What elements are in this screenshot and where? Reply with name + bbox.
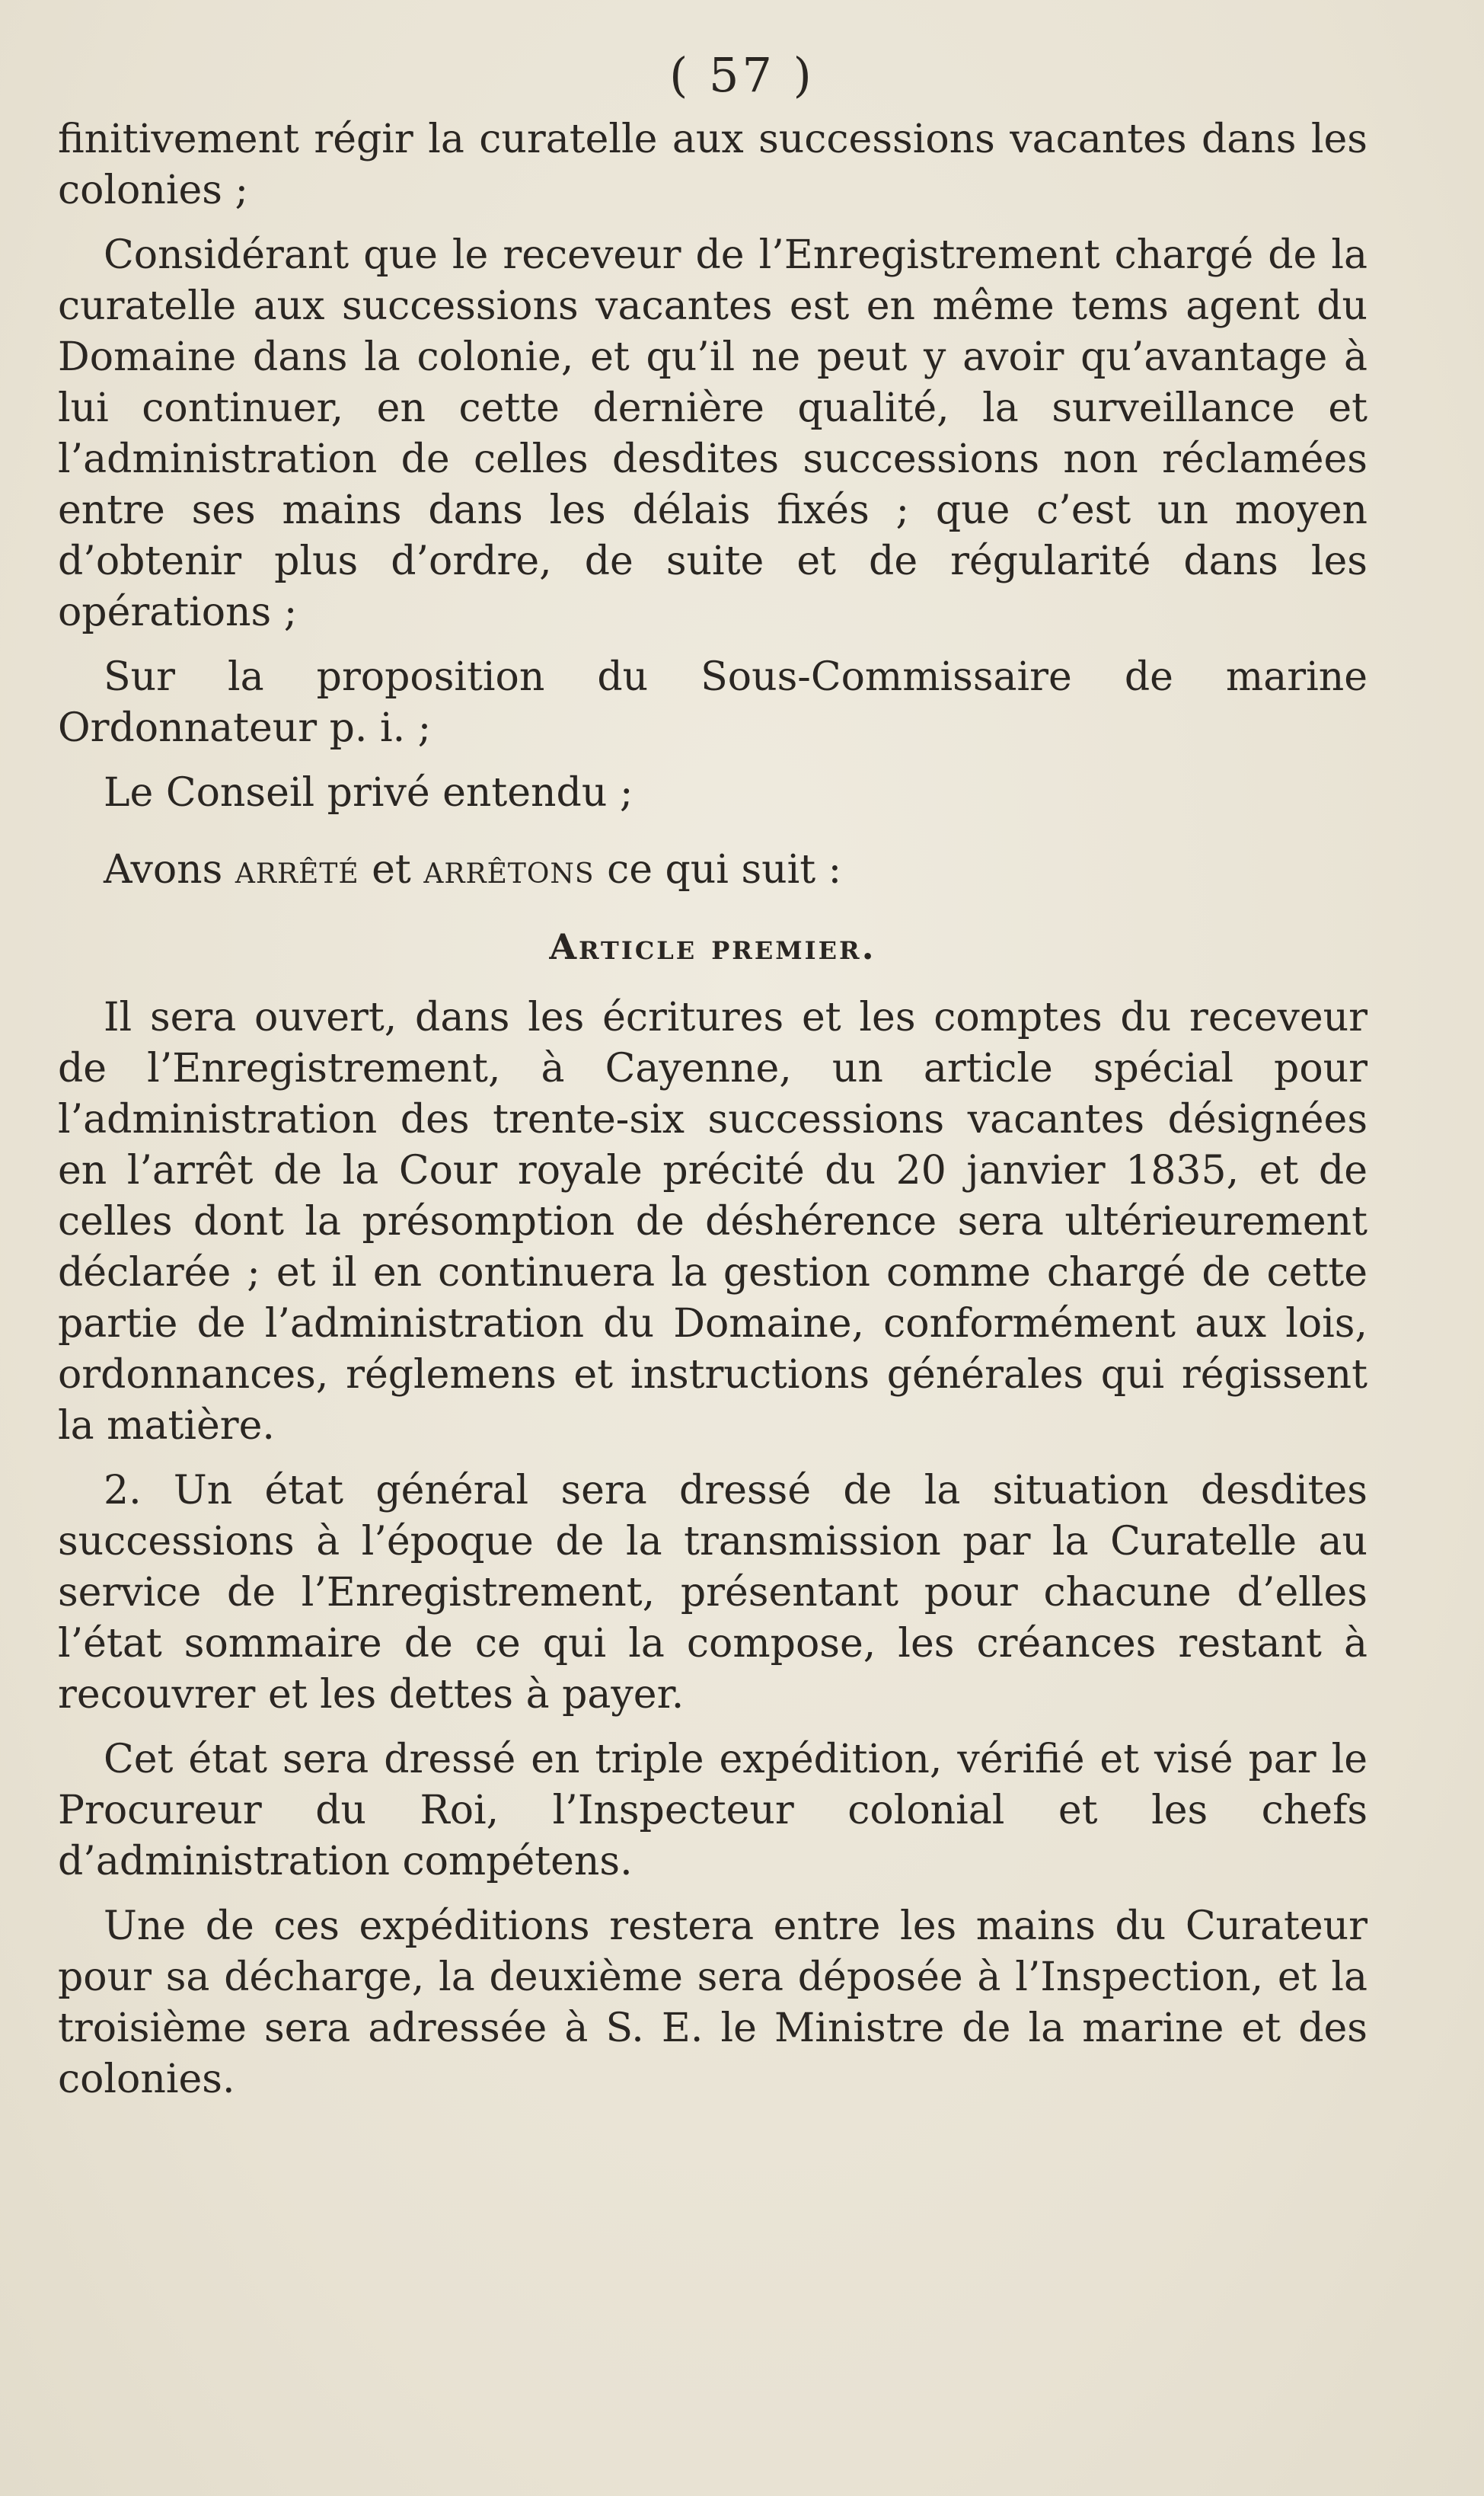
paragraph-triple-expedition: Cet état sera dressé en triple expédition, vérifié et visé par le Procureur du Roi, l’Inspecteur colonial et les chefs d’administration compétens. — [58, 1737, 1368, 1884]
arrete-word: arrêté — [235, 847, 359, 893]
ce-qui-suit-text: ce qui suit : — [594, 847, 842, 893]
page-number: ( 57 ) — [669, 47, 815, 103]
et-text: et — [359, 847, 424, 893]
paragraph-considerant: Considérant que le receveur de l’Enregistrement chargé de la curatelle aux successions vacantes est en même tems agent du Domaine dans la colonie, et qu’il ne peut y avoir qu’avantage à lui continuer, en cette dernière qualité, la surveillance et l’administration de celles desdites successions non réclamées entre ses mains dans les délais fixés ; que c’est un moyen d’obtenir plus d’ordre, de suite et de régularité dans les opérations ; — [58, 232, 1368, 635]
article-heading: Article premier. — [549, 926, 876, 967]
paragraph-expeditions: Une de ces expéditions restera entre les mains du Curateur pour sa décharge, la deuxième sera déposée à l’Inspection, et la troisième sera adressée à S. E. le Ministre de la marine et des colonies. — [58, 1903, 1368, 2102]
paragraph-avons-arrete — [58, 845, 1368, 896]
paragraph-proposition: Sur la proposition du Sous-Commissaire de marine Ordonnateur p. i. ; — [58, 654, 1368, 751]
paragraph-article-1: Il sera ouvert, dans les écritures et les comptes du receveur de l’Enregistrement, à Cayenne, un article spécial pour l’administration des trente-six successions vacantes désignées en l’arrêt de la Cour royale précité du 20 janvier 1835, et de celles dont la présomption de déshérence sera ultérieurement déclarée ; et il en continuera la gestion comme chargé de cette partie de l’administration du Domaine, conformément aux lois, ordonnances, réglemens et instructions générales qui régissent la matière. — [58, 995, 1368, 1449]
paragraph-article-2: 2. Un état général sera dressé de la situation desdites successions à l’époque de la transmission par la Curatelle au service de l’Enregistrement, présentant pour chacune d’elles l’état sommaire de ce qui la compose, les créances restant à recouvrer et les dettes à payer. — [58, 1468, 1368, 1718]
avons-text: Avons — [104, 847, 235, 893]
paragraph-continuation: finitivement régir la curatelle aux successions vacantes dans les colonies ; — [58, 117, 1368, 213]
body-text — [58, 114, 1368, 2119]
paragraph-conseil: Le Conseil privé entendu ; — [104, 770, 633, 816]
arretons-word: arrêtons — [423, 847, 595, 893]
